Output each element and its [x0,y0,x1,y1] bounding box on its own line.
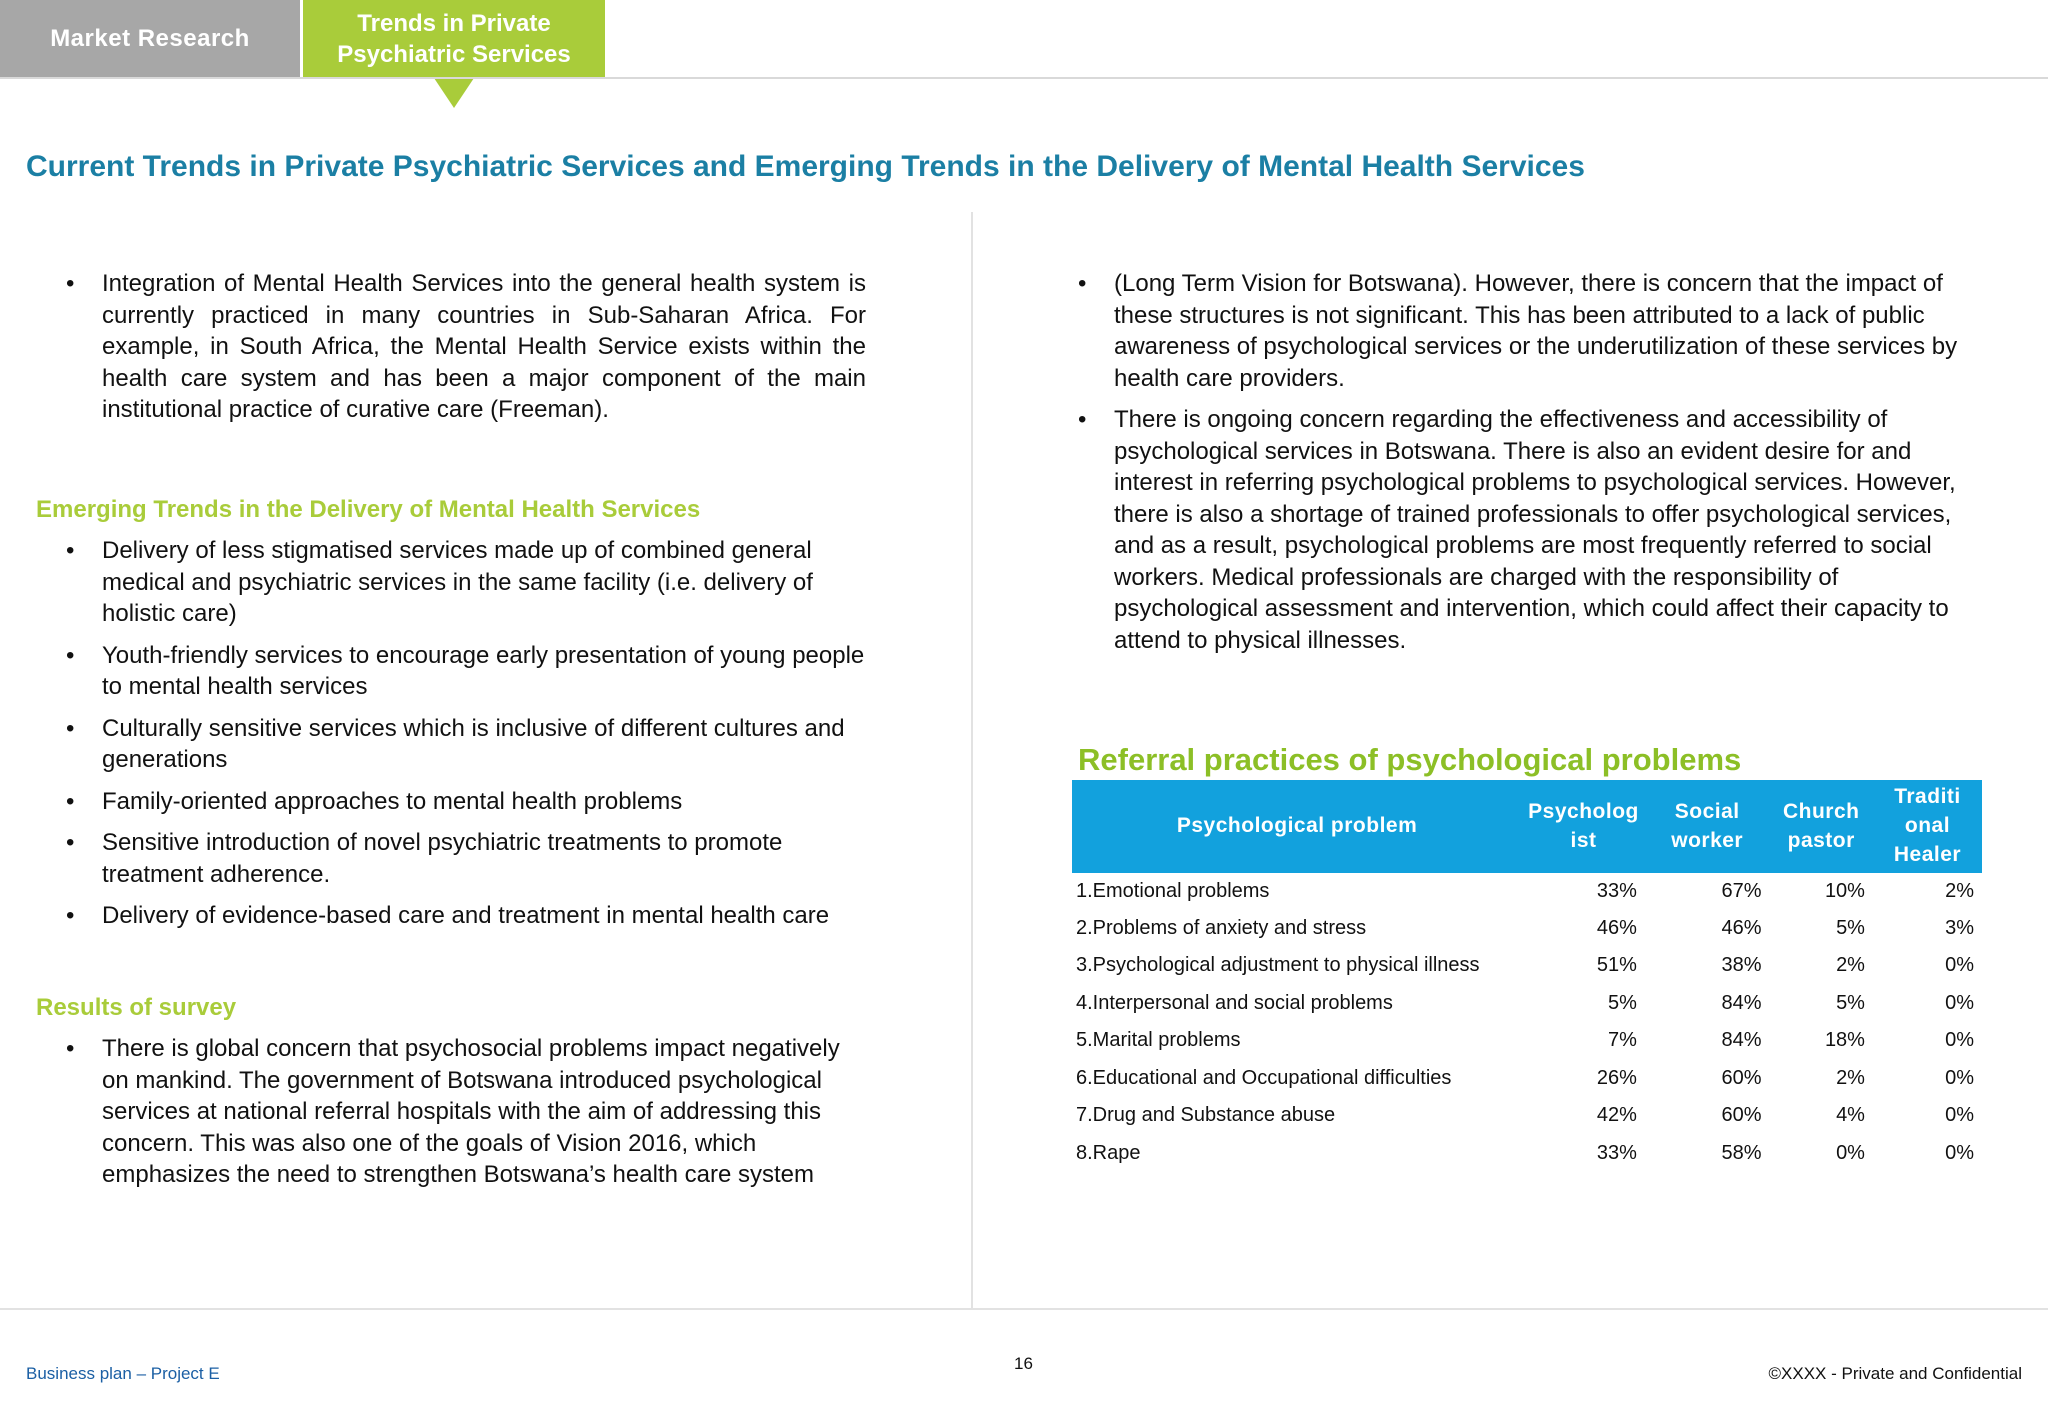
cell-psychologist: 33% [1596,1141,1637,1164]
tab-trends-label-line1: Trends in Private [357,10,551,37]
list-item: • Youth-friendly services to encourage early presentation of young people to mental health services [66,640,866,703]
table-header-row [1072,780,1982,872]
active-tab-pointer [434,78,474,108]
cell-church-pastor: 0% [1836,1141,1865,1164]
list-item: • Delivery of evidence-based care and treatment in mental health care [66,900,866,932]
list-item: • Sensitive introduction of novel psychiatric treatments to promote treatment adherence. [66,827,866,890]
footer-document-name: Business plan – Project E [26,1364,220,1383]
footer-confidentiality: ©XXXX - Private and Confidential [1768,1364,2022,1383]
emerging-trends-heading: Emerging Trends in the Delivery of Mental Health Services [36,495,701,523]
cell-traditional-healer: 0% [1945,1141,1974,1164]
table-row [1072,1135,1982,1173]
cell-church-pastor: 5% [1836,916,1865,939]
cell-traditional-healer: 0% [1945,1104,1974,1127]
right-column [1078,268,1978,666]
cell-social-worker: 38% [1721,954,1762,977]
list-item: • (Long Term Vision for Botswana). However, there is concern that the impact of these structures is not significant. This has been attributed to a lack of public awareness of psychological services or the underutilization of these services by health care providers. [1078,268,1978,394]
list-item: • Delivery of less stigmatised services made up of combined general medical and psychiatric services in the same facility (i.e. delivery of holistic care) [66,535,866,630]
cell-problem: 1.Emotional problems [1072,872,1522,910]
table-row [1072,947,1982,985]
cell-social-worker: 60% [1721,1066,1762,1089]
page-number: 16 [1014,1354,1033,1373]
cell-traditional-healer: 3% [1945,916,1974,939]
table-row [1072,872,1982,910]
header-social-worker: Social worker [1645,780,1770,872]
cell-psychologist: 26% [1596,1066,1637,1089]
cell-church-pastor: 18% [1824,1029,1865,1052]
emerging-trends-list [66,535,866,932]
cell-psychologist: 7% [1607,1029,1637,1052]
referral-practices-table [1072,780,1982,1172]
cell-social-worker: 58% [1721,1141,1762,1164]
table-row [1072,985,1982,1023]
cell-psychologist: 51% [1596,954,1637,977]
cell-traditional-healer: 0% [1945,954,1974,977]
cell-social-worker: 84% [1721,991,1762,1014]
table-title: Referral practices of psychological problems [1078,742,1742,777]
results-of-survey-heading: Results of survey [36,993,237,1021]
cell-social-worker: 60% [1721,1104,1762,1127]
cell-problem: 3.Psychological adjustment to physical illness [1076,954,1480,977]
cell-psychologist: 46% [1596,916,1637,939]
cell-social-worker: 67% [1645,872,1770,910]
cell-church-pastor: 10% [1769,872,1872,910]
cell-problem: 7.Drug and Substance abuse [1076,1104,1336,1127]
cell-church-pastor: 2% [1836,954,1865,977]
footer-divider [0,1308,2048,1310]
intro-bullet: • Integration of Mental Health Services into the general health system is currently practiced in many countries in Sub-Saharan Africa. For example, in South Africa, the Mental Health Service exists within the health care system and has been a major component of the main institutional practice of curative care (Freeman). [66,268,866,426]
cell-social-worker: 46% [1721,916,1762,939]
tab-market-research-label: Market Research [50,25,250,52]
list-item: • Family-oriented approaches to mental health problems [66,786,866,818]
list-item: • There is global concern that psychosocial problems impact negatively on mankind. The government of Botswana introduced psychological services at national referral hospitals with the aim of addressing this concern. This was also one of the goals of Vision 2016, which emphasizes the need to strengthen Botswana’s health care system [66,1033,866,1191]
cell-church-pastor: 5% [1836,991,1865,1014]
cell-psychologist: 42% [1596,1104,1637,1127]
cell-traditional-healer: 0% [1945,991,1974,1014]
cell-problem: 2.Problems of anxiety and stress [1076,916,1367,939]
cell-social-worker: 84% [1721,1029,1762,1052]
page-title: Current Trends in Private Psychiatric Services and Emerging Trends in the Delivery of Mental Health Services [26,150,1585,183]
cell-traditional-healer: 0% [1945,1029,1974,1052]
cell-problem: 6.Educational and Occupational difficulties [1076,1066,1452,1089]
list-item: • There is ongoing concern regarding the effectiveness and accessibility of psychological services in Botswana. There is also an evident desire for and interest in referring psychological problems to psychological services. However, there is also a shortage of trained professionals to offer psychological services, and as a result, psychological problems are most frequently referred to social workers. Medical professionals are charged with the responsibility of psychological assessment and intervention, which could affect their capacity to attend to physical illnesses. [1078,404,1978,656]
column-divider [971,212,973,1308]
table-row [1072,1022,1982,1060]
header-traditional-healer: Traditi onal Healer [1873,780,1982,872]
cell-psychologist: 33% [1522,872,1645,910]
left-column [36,268,866,1201]
header-church-pastor: Church pastor [1769,780,1872,872]
cell-problem: 8.Rape [1076,1141,1141,1164]
cell-psychologist: 5% [1607,991,1637,1014]
table-row [1072,910,1982,948]
cell-traditional-healer: 2% [1873,872,1982,910]
cell-problem: 4.Interpersonal and social problems [1076,991,1393,1014]
list-item: • Culturally sensitive services which is inclusive of different cultures and generations [66,713,866,776]
tab-market-research[interactable] [0,0,300,78]
header-psychologist: Psycholog ist [1522,780,1645,872]
table-row [1072,1060,1982,1098]
cell-problem: 5.Marital problems [1076,1029,1241,1052]
table-row [1072,1097,1982,1135]
cell-traditional-healer: 0% [1945,1066,1974,1089]
cell-church-pastor: 2% [1836,1066,1865,1089]
tab-trends-label-line2: Psychiatric Services [337,41,571,68]
tab-trends-private-psychiatric[interactable] [303,0,605,78]
cell-church-pastor: 4% [1836,1104,1865,1127]
header-divider [0,77,2048,79]
header-psychological-problem: Psychological problem [1072,780,1522,872]
